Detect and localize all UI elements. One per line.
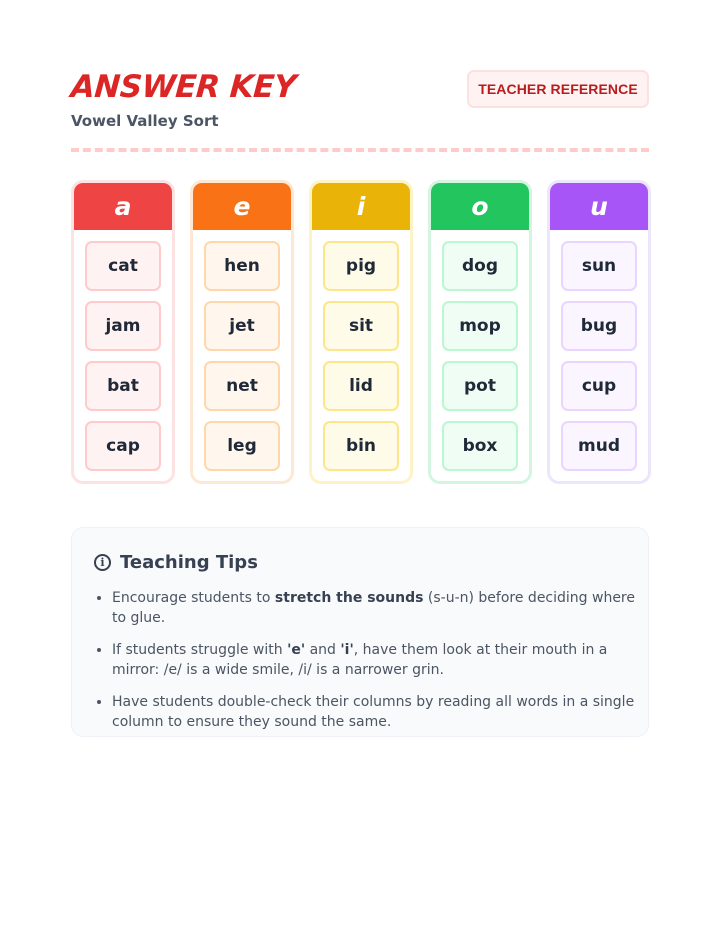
vowel-header-o: o: [431, 183, 529, 230]
tip-item: [112, 692, 652, 732]
word-card: bug: [561, 301, 637, 351]
teaching-tips-title: Teaching Tips: [120, 551, 258, 573]
vowel-header-a: a: [74, 183, 172, 230]
word-card: box: [442, 421, 518, 471]
word-card: bin: [323, 421, 399, 471]
info-icon: i: [94, 554, 111, 571]
teaching-tips-header: [94, 550, 258, 574]
word-card: cup: [561, 361, 637, 411]
tip-text: and: [305, 642, 341, 658]
word-card: jet: [204, 301, 280, 351]
word-card: jam: [85, 301, 161, 351]
word-card: mud: [561, 421, 637, 471]
vowel-column-u: [547, 180, 651, 484]
vowel-column-e: [190, 180, 294, 484]
word-card: sit: [323, 301, 399, 351]
word-card: sun: [561, 241, 637, 291]
page-subtitle: Vowel Valley Sort: [71, 112, 219, 130]
tip-emphasis: stretch the sounds: [274, 590, 424, 606]
tip-text: (s-u-n) before deciding where to glue.: [112, 590, 635, 626]
word-card: lid: [323, 361, 399, 411]
tip-emphasis: 'i': [340, 642, 354, 658]
word-card: cat: [85, 241, 161, 291]
word-card: dog: [442, 241, 518, 291]
word-card: cap: [85, 421, 161, 471]
word-card: net: [204, 361, 280, 411]
tip-text: If students struggle with: [112, 642, 288, 658]
vowel-header-u: u: [550, 183, 648, 230]
teacher-reference-badge: TEACHER REFERENCE: [467, 70, 649, 108]
tip-item: [112, 640, 652, 680]
tip-text: , have them look at their mouth in a mirror: /e/ is a wide smile, /i/ is a narrower grin.: [112, 642, 608, 678]
page-title: ANSWER KEY: [69, 69, 298, 105]
word-card: mop: [442, 301, 518, 351]
tip-item: [112, 588, 652, 628]
word-card: hen: [204, 241, 280, 291]
word-card: pot: [442, 361, 518, 411]
vowel-column-o: [428, 180, 532, 484]
vowel-header-e: e: [193, 183, 291, 230]
dashed-divider: [71, 148, 649, 152]
tip-text: Have students double-check their columns by reading all words in a single column to ensure they sound the same.: [112, 694, 635, 730]
tip-text: Encourage students to: [112, 590, 275, 606]
vowel-header-i: i: [312, 183, 410, 230]
tips-list: [94, 588, 652, 744]
teaching-tips-panel: [71, 527, 649, 737]
vowel-column-i: [309, 180, 413, 484]
tip-emphasis: 'e': [287, 642, 306, 658]
page-header: [71, 70, 649, 130]
word-card: leg: [204, 421, 280, 471]
vowel-columns: [71, 180, 651, 484]
word-card: pig: [323, 241, 399, 291]
word-card: bat: [85, 361, 161, 411]
vowel-column-a: [71, 180, 175, 484]
